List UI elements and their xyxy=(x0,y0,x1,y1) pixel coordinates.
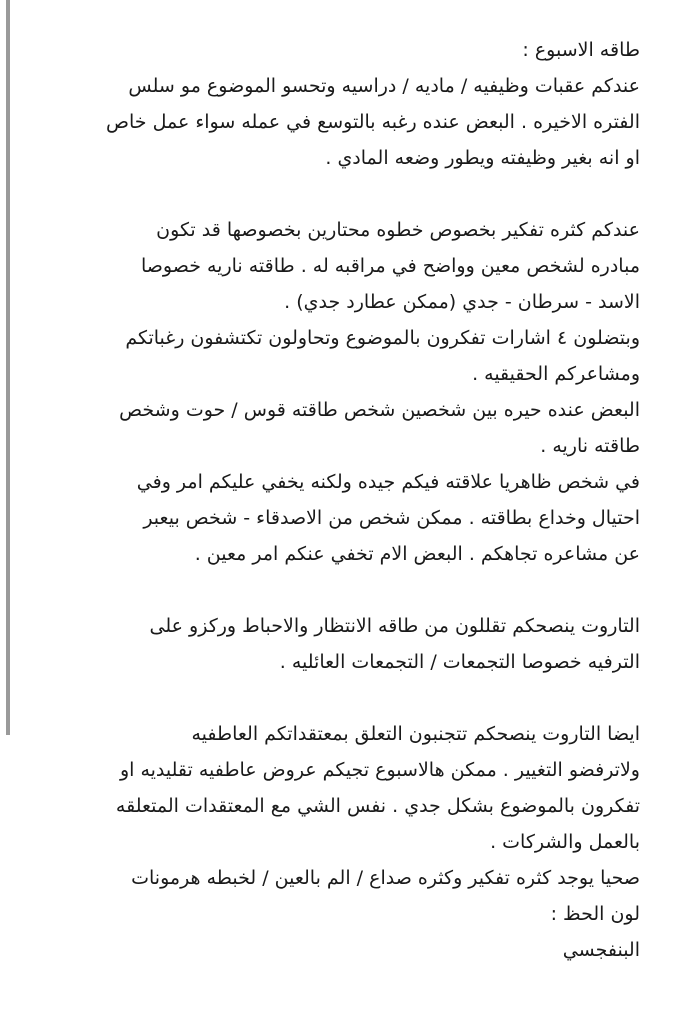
text-line: مبادره لشخص معين وواضح في مراقبه له . طاقته ناريه خصوصا xyxy=(140,255,640,277)
text-line: في شخص ظاهريا علاقته فيكم جيده ولكنه يخفي عليكم امر وفي xyxy=(136,471,640,493)
text-line: ولاترفضو التغيير . ممكن هالاسبوع تجيكم عروض عاطفيه تقليديه او xyxy=(119,759,640,781)
paragraph-beliefs xyxy=(40,716,640,968)
text-line: البعض عنده حيره بين شخصين شخص طاقته قوس / حوت وشخص xyxy=(119,399,640,421)
quote-border xyxy=(6,0,10,735)
text-line: عن مشاعره تجاهكم . البعض الام تخفي عنكم امر معين . xyxy=(194,543,640,565)
text-line: البنفجسي xyxy=(562,939,640,961)
text-line: التاروت ينصحكم تقللون من طاقه الانتظار والاحباط وركزو على xyxy=(149,615,640,637)
text-line: وبتضلون ٤ اشارات تفكرون بالموضوع وتحاولون تكتشفون رغباتكم xyxy=(125,327,640,349)
text-line: ايضا التاروت ينصحكم تتجنبون التعلق بمعتقداتكم العاطفيه xyxy=(191,723,640,745)
text-line: طاقه الاسبوع : xyxy=(522,39,640,61)
text-line: الترفيه خصوصا التجمعات / التجمعات العائليه . xyxy=(279,651,640,673)
text-line: تفكرون بالموضوع بشكل جدي . نفس الشي مع المعتقدات المتعلقه xyxy=(115,795,640,817)
text-line: الاسد - سرطان - جدي (ممكن عطارد جدي) . xyxy=(284,291,640,313)
text-line: بالعمل والشركات . xyxy=(490,831,640,853)
post-body xyxy=(40,32,640,968)
paragraph-work xyxy=(40,32,640,176)
text-line: طاقته ناريه . xyxy=(540,435,640,457)
paragraph-thinking xyxy=(40,212,640,572)
text-line: عندكم عقبات وظيفيه / ماديه / دراسيه وتحسو الموضوع مو سلس xyxy=(128,75,640,97)
text-line: ومشاعركم الحقيقيه . xyxy=(472,363,640,385)
text-line: او انه بغير وظيفته ويطور وضعه المادي . xyxy=(325,147,640,169)
text-line: احتيال وخداع بطاقته . ممكن شخص من الاصدقاء - شخص بيعبر xyxy=(143,507,640,529)
text-line: صحيا يوجد كثره تفكير وكثره صداع / الم بالعين / لخبطه هرمونات xyxy=(131,867,640,889)
text-line: عندكم كثره تفكير بخصوص خطوه محتارين بخصوصها قد تكون xyxy=(156,219,640,241)
text-line: لون الحظ : xyxy=(550,903,640,925)
text-line: الفتره الاخيره . البعض عنده رغبه بالتوسع في عمله سواء عمل خاص xyxy=(106,111,640,133)
paragraph-advice xyxy=(40,608,640,680)
